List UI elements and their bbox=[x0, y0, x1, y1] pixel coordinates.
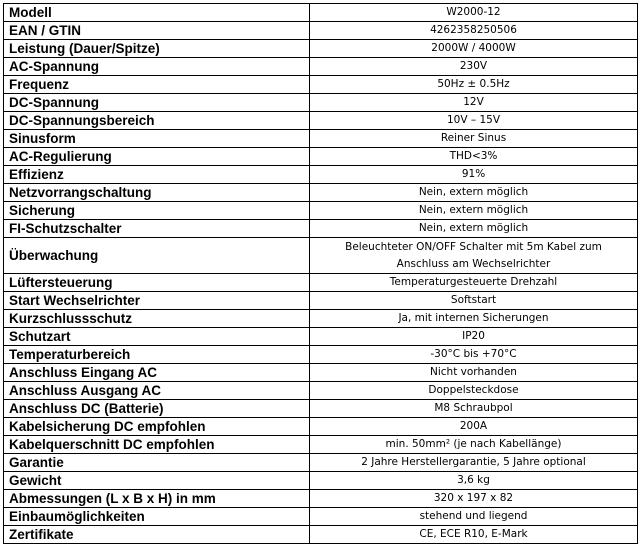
spec-value: Reiner Sinus bbox=[310, 130, 638, 148]
spec-value: Doppelsteckdose bbox=[310, 382, 638, 400]
table-row bbox=[4, 382, 638, 400]
table-row bbox=[4, 310, 638, 328]
table-row bbox=[4, 490, 638, 508]
spec-value: 4262358250506 bbox=[310, 22, 638, 40]
spec-label: AC-Spannung bbox=[4, 58, 310, 76]
table-row bbox=[4, 220, 638, 238]
spec-label: FI-Schutzschalter bbox=[4, 220, 310, 238]
spec-value: 50Hz ± 0.5Hz bbox=[310, 76, 638, 94]
spec-value: 91% bbox=[310, 166, 638, 184]
spec-value: Nicht vorhanden bbox=[310, 364, 638, 382]
spec-value: 2 Jahre Herstellergarantie, 5 Jahre optional bbox=[310, 454, 638, 472]
spec-value: 3,6 kg bbox=[310, 472, 638, 490]
spec-value: Nein, extern möglich bbox=[310, 202, 638, 220]
spec-label: Temperaturbereich bbox=[4, 346, 310, 364]
spec-label: DC-Spannungsbereich bbox=[4, 112, 310, 130]
table-row bbox=[4, 454, 638, 472]
spec-label: Schutzart bbox=[4, 328, 310, 346]
spec-label: AC-Regulierung bbox=[4, 148, 310, 166]
table-row bbox=[4, 22, 638, 40]
spec-value: 12V bbox=[310, 94, 638, 112]
spec-label: Garantie bbox=[4, 454, 310, 472]
spec-value: THD<3% bbox=[310, 148, 638, 166]
spec-label: Netzvorrangschaltung bbox=[4, 184, 310, 202]
spec-label: Einbaumöglichkeiten bbox=[4, 508, 310, 526]
spec-label: Modell bbox=[4, 4, 310, 22]
spec-value: W2000-12 bbox=[310, 4, 638, 22]
table-row bbox=[4, 346, 638, 364]
table-row bbox=[4, 328, 638, 346]
table-row bbox=[4, 166, 638, 184]
spec-value: Nein, extern möglich bbox=[310, 220, 638, 238]
table-row bbox=[4, 76, 638, 94]
spec-value: 230V bbox=[310, 58, 638, 76]
spec-table bbox=[3, 3, 638, 544]
spec-label: DC-Spannung bbox=[4, 94, 310, 112]
spec-label: Abmessungen (L x B x H) in mm bbox=[4, 490, 310, 508]
table-row bbox=[4, 130, 638, 148]
spec-value: Softstart bbox=[310, 292, 638, 310]
spec-label: Anschluss DC (Batterie) bbox=[4, 400, 310, 418]
spec-label: Kabelquerschnitt DC empfohlen bbox=[4, 436, 310, 454]
spec-label: Frequenz bbox=[4, 76, 310, 94]
spec-value: 2000W / 4000W bbox=[310, 40, 638, 58]
spec-value: 200A bbox=[310, 418, 638, 436]
table-row bbox=[4, 202, 638, 220]
spec-label: Leistung (Dauer/Spitze) bbox=[4, 40, 310, 58]
spec-value: Beleuchteter ON/OFF Schalter mit 5m Kabel zum Anschluss am Wechselrichter bbox=[310, 238, 638, 274]
spec-value: Temperaturgesteuerte Drehzahl bbox=[310, 274, 638, 292]
spec-value: 10V – 15V bbox=[310, 112, 638, 130]
table-row bbox=[4, 4, 638, 22]
spec-value: min. 50mm² (je nach Kabellänge) bbox=[310, 436, 638, 454]
spec-label: Start Wechselrichter bbox=[4, 292, 310, 310]
spec-label: Sicherung bbox=[4, 202, 310, 220]
table-row bbox=[4, 472, 638, 490]
table-row bbox=[4, 40, 638, 58]
spec-value: 320 x 197 x 82 bbox=[310, 490, 638, 508]
table-row bbox=[4, 238, 638, 274]
spec-value: Nein, extern möglich bbox=[310, 184, 638, 202]
spec-label: Zertifikate bbox=[4, 526, 310, 544]
table-row bbox=[4, 184, 638, 202]
table-row bbox=[4, 526, 638, 544]
table-row bbox=[4, 418, 638, 436]
table-row bbox=[4, 292, 638, 310]
table-row bbox=[4, 400, 638, 418]
spec-label: Anschluss Ausgang AC bbox=[4, 382, 310, 400]
spec-label: Überwachung bbox=[4, 238, 310, 274]
spec-label: Kabelsicherung DC empfohlen bbox=[4, 418, 310, 436]
spec-label: Sinusform bbox=[4, 130, 310, 148]
spec-value: M8 Schraubpol bbox=[310, 400, 638, 418]
spec-table-body bbox=[4, 4, 638, 544]
table-row bbox=[4, 274, 638, 292]
spec-value: stehend und liegend bbox=[310, 508, 638, 526]
spec-value: -30°C bis +70°C bbox=[310, 346, 638, 364]
table-row bbox=[4, 364, 638, 382]
spec-value: IP20 bbox=[310, 328, 638, 346]
spec-label: Gewicht bbox=[4, 472, 310, 490]
table-row bbox=[4, 508, 638, 526]
spec-label: Kurzschlussschutz bbox=[4, 310, 310, 328]
spec-label: Effizienz bbox=[4, 166, 310, 184]
table-row bbox=[4, 436, 638, 454]
table-row bbox=[4, 94, 638, 112]
spec-value: Ja, mit internen Sicherungen bbox=[310, 310, 638, 328]
table-row bbox=[4, 58, 638, 76]
table-row bbox=[4, 112, 638, 130]
spec-label: EAN / GTIN bbox=[4, 22, 310, 40]
spec-label: Lüftersteuerung bbox=[4, 274, 310, 292]
spec-label: Anschluss Eingang AC bbox=[4, 364, 310, 382]
table-row bbox=[4, 148, 638, 166]
spec-value: CE, ECE R10, E-Mark bbox=[310, 526, 638, 544]
